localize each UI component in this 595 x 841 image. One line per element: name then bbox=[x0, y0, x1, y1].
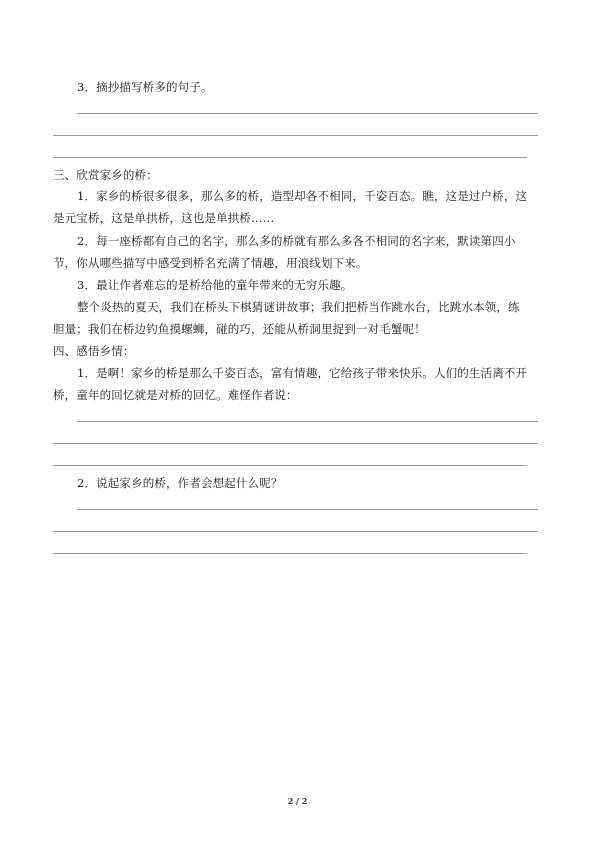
section-4-q1-line1: 1．是啊！家乡的桥是那么千姿百态，富有情趣，它给孩子带来快乐。人们的生活离不开 bbox=[77, 366, 528, 380]
question-3-text: 3．摘抄描写桥多的句子。 bbox=[77, 80, 213, 94]
answer-line bbox=[77, 113, 538, 114]
answer-line bbox=[77, 421, 538, 422]
section-4-q2: 2．说起家乡的桥，作者会想起什么呢？ bbox=[77, 476, 283, 490]
answer-line bbox=[53, 443, 538, 444]
answer-line bbox=[53, 531, 538, 532]
answer-line bbox=[53, 135, 538, 136]
answer-line bbox=[53, 157, 527, 158]
section-4-heading: 四、感悟乡情： bbox=[53, 344, 135, 358]
section-3-p2-line2: 节，你从哪些描写中感受到桥名充满了情趣，用浪线划下来。 bbox=[53, 256, 368, 270]
section-3-heading: 三、欣赏家乡的桥： bbox=[53, 168, 158, 182]
section-4-q1-line2: 桥，童年的回忆就是对桥的回忆。难怪作者说： bbox=[53, 388, 298, 402]
section-3-p2-line1: 2．每一座桥都有自己的名字，那么多的桥就有那么多各不相同的名字来，默读第四小 bbox=[77, 234, 516, 248]
section-3-p3: 3．最让作者难忘的是桥给他的童年带来的无穷乐趣。 bbox=[77, 278, 353, 292]
answer-line bbox=[53, 553, 527, 554]
answer-line bbox=[53, 465, 527, 466]
section-3-p1-line2: 是元宝桥，这是单拱桥，这也是单拱桥…… bbox=[53, 211, 275, 225]
answer-line bbox=[77, 509, 538, 510]
page-number: 2 / 2 bbox=[287, 796, 308, 806]
section-3-p4-line2: 胆量；我们在桥边钓鱼摸螺蛳，碰的巧，还能从桥洞里捉到一对毛蟹呢！ bbox=[53, 322, 426, 336]
section-3-p1-line1: 1．家乡的桥很多很多，那么多的桥，造型却各不相同，千姿百态。瞧，这是过户桥，这 bbox=[77, 189, 528, 203]
section-3-p4-line1: 整个炎热的夏天，我们在桥头下棋猜谜讲故事；我们把桥当作跳水台，比跳水本领，练 bbox=[77, 300, 520, 314]
